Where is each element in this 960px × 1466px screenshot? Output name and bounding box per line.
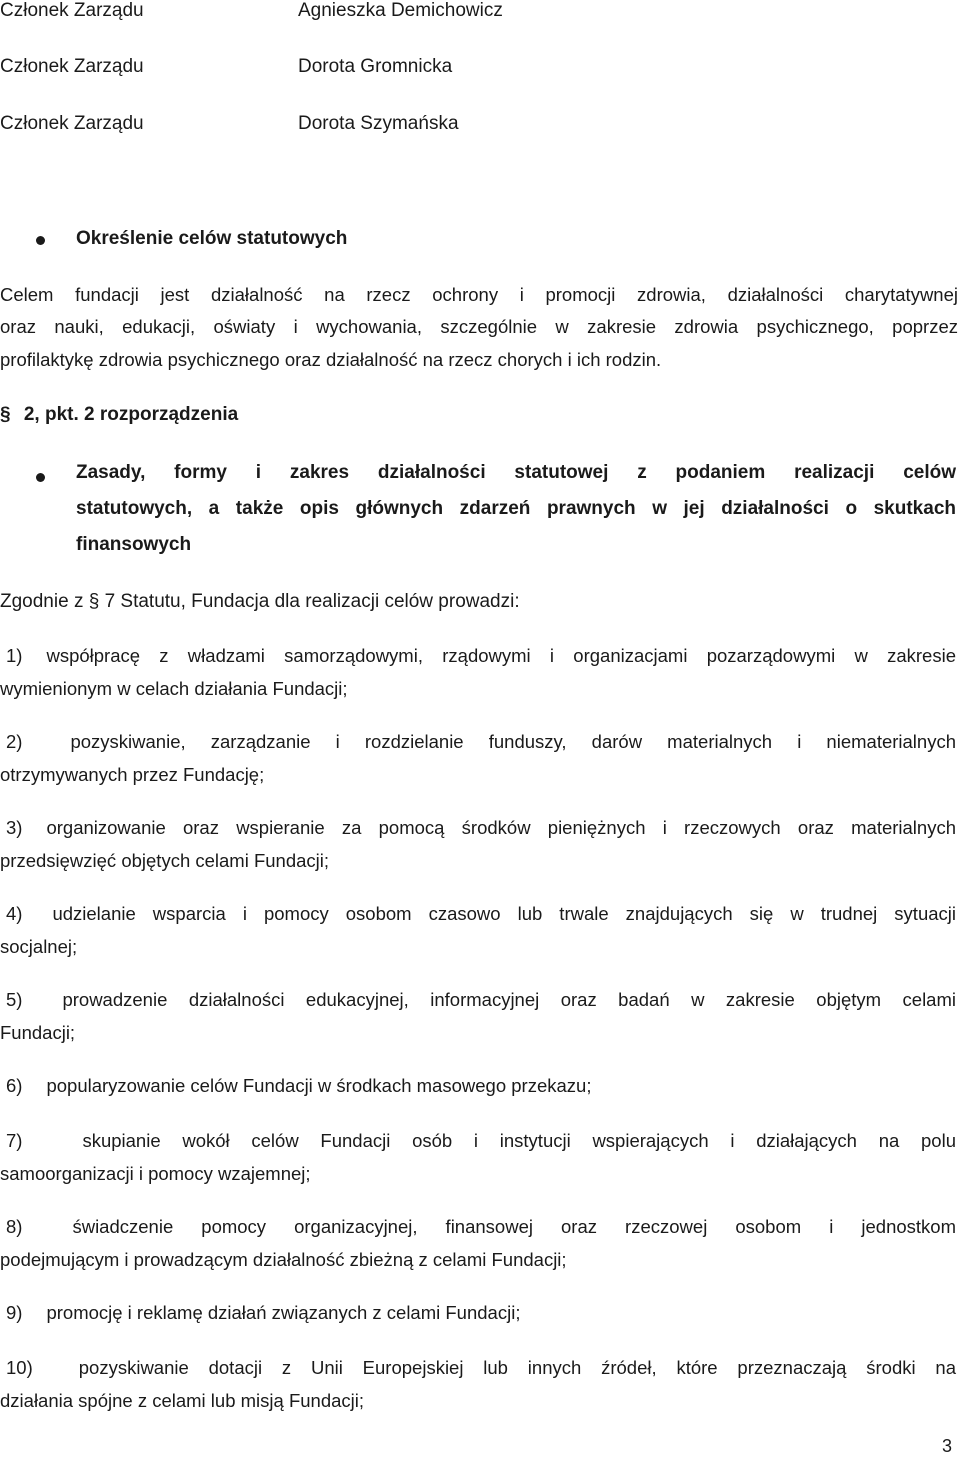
section1-line-3: profilaktykę zdrowia psychicznego oraz działalność na rzecz chorych i ich rodzin. (0, 349, 662, 370)
list-item-text: promocję i reklamę działań związanych z celami Fundacji; (46, 1302, 521, 1323)
section2-heading-line-2: statutowych, a także opis głównych zdarzeń prawnych w jej działalności o skutkach (76, 498, 956, 519)
list-item-number: 9) (6, 1302, 23, 1323)
board-role-3: Członek Zarządu (0, 113, 144, 134)
section1-line-2: oraz nauki, edukacji, oświaty i wychowania, szczególnie w zakresie zdrowia psychicznego, poprzez (0, 316, 958, 337)
list-item-continuation: działania spójne z celami lub misją Fundacji; (0, 1390, 365, 1411)
section2-heading-line-3: finansowych (76, 534, 192, 555)
list-item (6, 645, 956, 667)
list-item-continuation: Fundacji; (0, 1022, 76, 1043)
list-item-number: 8) (6, 1216, 23, 1237)
section1-line-1: Celem fundacji jest działalność na rzecz ochrony i promocji zdrowia, działalności charytatywnej (0, 284, 958, 305)
section2-intro: Zgodnie z § 7 Statutu, Fundacja dla realizacji celów prowadzi: (0, 591, 520, 612)
section2-heading-line-1: Zasady, formy i zakres działalności statutowej z podaniem realizacji celów (76, 462, 956, 483)
list-item (6, 1130, 956, 1152)
list-item-continuation: wymienionym w celach działania Fundacji; (0, 678, 348, 699)
list-item-number: 10) (6, 1357, 33, 1378)
list-item-number: 7) (6, 1130, 23, 1151)
list-item-text: pozyskiwanie, zarządzanie i rozdzielanie funduszy, darów materialnych i niematerialnych (70, 731, 956, 752)
list-item-continuation: przedsięwzięć objętych celami Fundacji; (0, 850, 330, 871)
list-item (6, 989, 956, 1011)
list-item-text: świadczenie pomocy organizacyjnej, finansowej oraz rzeczowej osobom i jednostkom (72, 1216, 956, 1237)
board-role-2: Członek Zarządu (0, 56, 144, 77)
list-item (6, 903, 956, 925)
list-item-text: organizowanie oraz wspieranie za pomocą środków pieniężnych i rzeczowych oraz materialnych (46, 817, 956, 838)
list-item-continuation: samoorganizacji i pomocy wzajemnej; (0, 1163, 311, 1184)
section1-heading: Określenie celów statutowych (76, 228, 348, 249)
regulation-reference (0, 404, 238, 426)
section-mark: § (0, 404, 11, 425)
list-item (6, 817, 956, 839)
page-number: 3 (941, 1436, 952, 1456)
list-item-text: pozyskiwanie dotacji z Unii Europejskiej lub innych źródeł, które przeznaczają środki na (78, 1357, 956, 1378)
list-item-text: udzielanie wsparcia i pomocy osobom czasowo lub trwale znajdujących się w trudnej sytuacji (52, 903, 956, 924)
list-item (6, 731, 956, 753)
bullet-icon (36, 236, 45, 245)
list-item-number: 6) (6, 1075, 23, 1096)
list-item-text: współpracę z władzami samorządowymi, rządowymi i organizacjami pozarządowymi w zakresie (46, 645, 956, 666)
list-item-continuation: otrzymywanych przez Fundację; (0, 764, 265, 785)
list-item-number: 3) (6, 817, 23, 838)
board-name-3: Dorota Szymańska (298, 113, 459, 134)
list-item-text: skupianie wokół celów Fundacji osób i instytucji wspierających i działających na polu (82, 1130, 956, 1151)
board-name-2: Dorota Gromnicka (298, 56, 453, 77)
list-item (6, 1357, 956, 1379)
bullet-icon (36, 473, 45, 482)
list-item-number: 1) (6, 645, 23, 666)
board-role-1: Członek Zarządu (0, 0, 144, 21)
list-item (6, 1075, 956, 1097)
board-name-1: Agnieszka Demichowicz (298, 0, 503, 21)
list-item-continuation: podejmującym i prowadzącym działalność zbieżną z celami Fundacji; (0, 1249, 567, 1270)
list-item-number: 2) (6, 731, 23, 752)
list-item-continuation: socjalnej; (0, 936, 78, 957)
list-item-text: popularyzowanie celów Fundacji w środkach masowego przekazu; (46, 1075, 592, 1096)
list-item (6, 1216, 956, 1238)
list-item (6, 1302, 956, 1324)
list-item-number: 4) (6, 903, 23, 924)
regulation-reference-text: 2, pkt. 2 rozporządzenia (23, 404, 239, 425)
list-item-number: 5) (6, 989, 23, 1010)
list-item-text: prowadzenie działalności edukacyjnej, informacyjnej oraz badań w zakresie objętym celami (62, 989, 956, 1010)
